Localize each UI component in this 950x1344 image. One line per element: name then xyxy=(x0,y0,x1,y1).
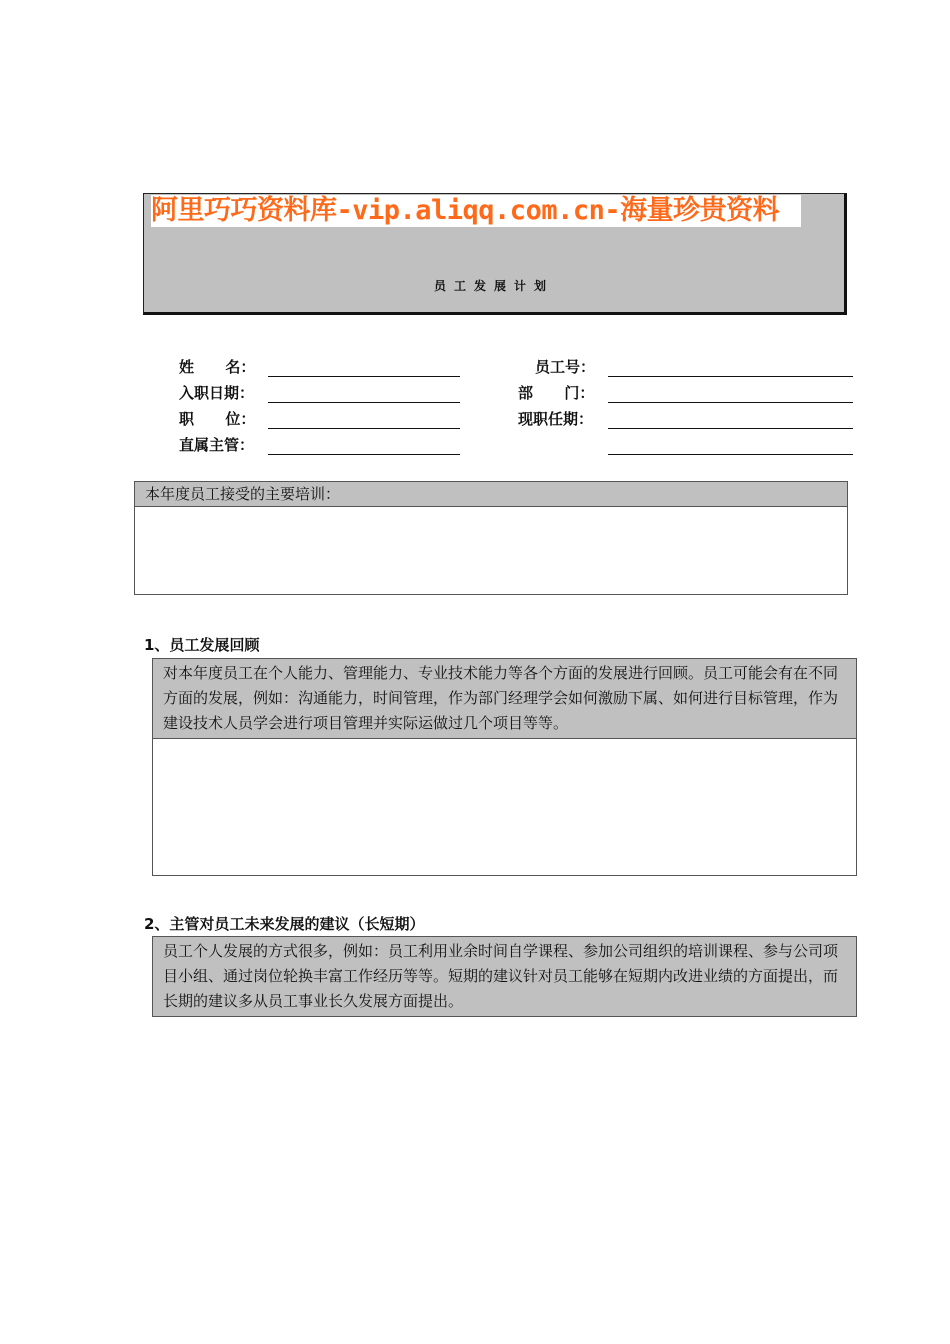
supervisor-label: 直属主管： xyxy=(179,436,255,454)
hire-date-field[interactable] xyxy=(268,402,460,403)
header-box xyxy=(143,193,847,315)
section1-title: 1、员工发展回顾 xyxy=(144,636,260,654)
position-label: 职 位： xyxy=(179,410,256,428)
section2-box xyxy=(152,936,857,1017)
section1-box xyxy=(152,658,857,876)
position-field[interactable] xyxy=(268,428,460,429)
section1-input-area[interactable] xyxy=(153,739,856,875)
tenure-field[interactable] xyxy=(608,428,853,429)
training-input-area[interactable] xyxy=(135,507,847,593)
tenure-label: 现职任期： xyxy=(518,410,594,428)
extra-field[interactable] xyxy=(608,454,853,455)
department-field[interactable] xyxy=(608,402,853,403)
supervisor-field[interactable] xyxy=(268,454,460,455)
section2-instruction: 员工个人发展的方式很多，例如：员工利用业余时间自学课程、参加公司组织的培训课程、参与公司项目小组、通过岗位轮换丰富工作经历等等。短期的建议针对员工能够在短期内改进业绩的方面提出，而长期的建议多从员工事业长久发展方面提出。 xyxy=(153,937,856,1016)
hire-date-label: 入职日期： xyxy=(179,384,255,402)
department-label: 部 门： xyxy=(518,384,595,402)
training-title: 本年度员工接受的主要培训： xyxy=(135,482,847,507)
employee-no-label: 员工号： xyxy=(535,358,596,376)
name-label: 姓 名： xyxy=(179,358,256,376)
training-box xyxy=(134,481,848,595)
name-field[interactable] xyxy=(268,376,460,377)
banner-text: 阿里巧巧资料库-vip.aliqq.com.cn-海量珍贵资料 xyxy=(151,195,801,227)
page-title: 员工发展计划 xyxy=(433,279,554,293)
section2-title: 2、主管对员工未来发展的建议（长短期） xyxy=(144,915,425,933)
section1-instruction: 对本年度员工在个人能力、管理能力、专业技术能力等各个方面的发展进行回顾。员工可能会有在不同方面的发展，例如：沟通能力，时间管理，作为部门经理学会如何激励下属、如何进行目标管理，作为建设技术人员学会进行项目管理并实际运做过几个项目等等。 xyxy=(153,659,856,739)
employee-no-field[interactable] xyxy=(608,376,853,377)
